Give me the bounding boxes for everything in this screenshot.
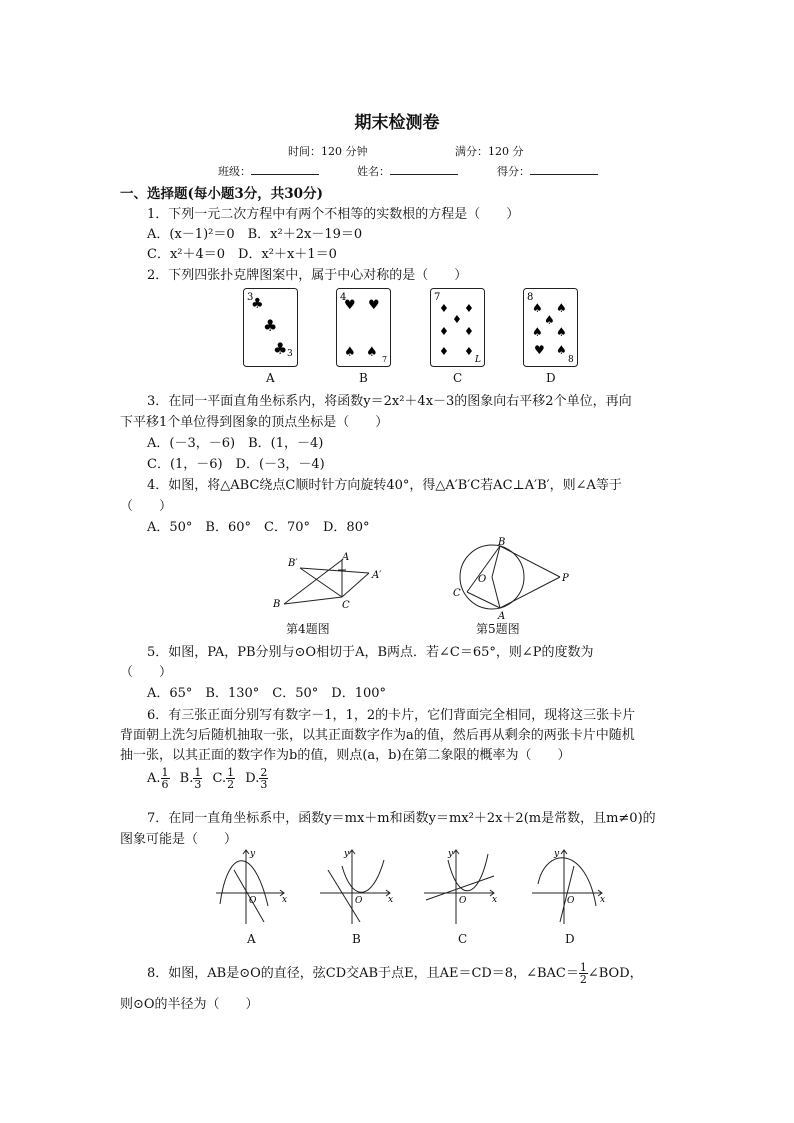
q5-options: A．65° B．130° C．50° D．100° <box>147 686 387 701</box>
card-d-spade: ♠ <box>556 343 567 357</box>
name-field <box>357 163 458 179</box>
q7-label-d: D <box>565 932 575 946</box>
q4-point-b-prime: B′ <box>288 558 298 569</box>
q7-c-y-axis: y <box>448 849 454 859</box>
card-d-spade: ♠ <box>544 313 555 327</box>
card-label-a: A <box>266 371 275 385</box>
card-c-diamond: ♦ <box>464 325 474 338</box>
q2-stem: 2．下列四张扑克牌图案中，属于中心对称的是（ ） <box>147 268 468 283</box>
q5-stem-line1: 5．如图，PA，PB分别与⊙O相切于A，B两点．若∠C＝65°，则∠P的度数为 <box>147 645 594 660</box>
q4-point-c: C <box>342 600 350 611</box>
time-limit: 时间：120 分钟 <box>288 145 368 158</box>
q6-stem-line1: 6．有三张正面分别写有数字－1，1，2的卡片，它们背面完全相同，现将这三张卡片 <box>147 708 636 723</box>
class-blank[interactable] <box>251 163 319 175</box>
q5-stem-line2: （ ） <box>120 665 173 680</box>
card-b <box>336 288 396 368</box>
class-field <box>218 163 319 179</box>
q7-a-x-axis: x <box>282 895 288 905</box>
q4-stem-line1: 4．如图，将△ABC绕点C顺时针方向旋转40°，得△A′B′C若AC⊥A′B′，则∠A等于 <box>147 478 622 493</box>
card-b-rank: 4 <box>340 292 347 303</box>
q6-option-a[interactable]: A. $\frac{1}{6}$ <box>147 766 169 791</box>
card-label-c: C <box>453 371 463 385</box>
card-b-heart: ♥ <box>368 298 380 313</box>
card-b-spade: ♠ <box>366 345 378 360</box>
card-a-club: ♣ <box>263 316 278 335</box>
name-label: 姓名： <box>357 165 390 178</box>
q3-stem-line2: 下平移1个单位得到图象的顶点坐标是（ ） <box>120 415 389 430</box>
card-a-rank: 3 <box>247 292 254 303</box>
q4-point-a: A <box>342 552 350 563</box>
q7-stem-line1: 7．在同一直角坐标系中，函数y＝mx＋m和函数y＝mx²＋2x＋2(m是常数，且m≠0)的 <box>147 811 656 826</box>
card-label-b: B <box>359 371 368 385</box>
card-c-diamond: ♦ <box>464 302 474 315</box>
q7-d-x-axis: x <box>600 895 606 905</box>
q1-stem: 1．下列一元二次方程中有两个不相等的实数根的方程是（ ） <box>147 207 520 222</box>
q6-option-b[interactable]: B. $\frac{1}{3}$ <box>179 766 202 791</box>
section-heading: 一、选择题(每小题3分，共30分) <box>120 186 323 202</box>
card-a-club: ♣ <box>251 296 264 312</box>
card-d-spade: ♠ <box>556 325 567 339</box>
q7-label-a: A <box>247 932 256 946</box>
card-d-rank: 8 <box>527 292 534 303</box>
q6-options <box>147 767 268 790</box>
card-d-spade: ♠ <box>532 325 543 339</box>
q4-stem-line2: （ ） <box>120 499 173 514</box>
q7-graph-a <box>212 846 292 926</box>
q7-graph-b <box>318 846 398 926</box>
q5-figure <box>450 535 580 622</box>
q7-a-y-axis: y <box>250 849 256 859</box>
card-c-diamond: ♦ <box>464 345 474 358</box>
score-blank[interactable] <box>530 163 598 175</box>
card-a <box>243 288 303 368</box>
card-d-spade: ♠ <box>556 301 567 315</box>
card-c-diamond: ♦ <box>439 325 449 338</box>
q5-point-a: A <box>498 611 506 622</box>
score-label: 得分： <box>497 165 530 178</box>
card-a-rank-corner: 3 <box>287 349 293 359</box>
q3-stem-line1: 3．在同一平面直角坐标系内，将函数y＝2x²＋4x－3的图象向右平移2个单位，再向 <box>147 394 632 409</box>
card-c-diamond: ♦ <box>439 302 449 315</box>
q6-stem-line2: 背面朝上洗匀后随机抽取一张，以其正面数字作为a的值，然后再从剩余的两张卡片中随机 <box>120 728 635 743</box>
q5-point-o: O <box>478 574 487 585</box>
q5-point-b: B <box>498 537 506 548</box>
q7-b-x-axis: x <box>388 895 394 905</box>
q4-figure-caption: 第4题图 <box>286 622 330 636</box>
card-b-rank-corner: 7 <box>382 355 388 364</box>
q3-options-ab: A．(－3，－6) B．(1，－4) <box>147 436 324 451</box>
card-d <box>523 288 583 368</box>
q7-b-y-axis: y <box>344 849 350 859</box>
q1-options-ab: A．(x－1)²＝0 B．x²＋2x－19＝0 <box>147 227 363 242</box>
q7-label-c: C <box>458 932 468 946</box>
card-d-heart: ♥ <box>534 343 545 357</box>
q7-graph-d <box>530 846 610 926</box>
q7-a-origin: O <box>249 896 257 906</box>
card-d-spade: ♠ <box>532 301 543 315</box>
q5-point-c: C <box>453 588 461 599</box>
card-b-heart: ♥ <box>344 298 356 313</box>
q4-point-b: B <box>273 599 281 610</box>
card-c-diamond: ♦ <box>439 345 449 358</box>
card-b-spade: ♠ <box>344 345 356 360</box>
q1-options-cd: C．x²＋4＝0 D．x²＋x＋1＝0 <box>147 247 337 262</box>
card-c-diamond: ♦ <box>452 313 462 326</box>
q5-point-p: P <box>562 573 569 584</box>
q3-options-cd: C．(1，－6) D．(－3，－4) <box>147 457 325 472</box>
q7-d-origin: O <box>567 896 575 906</box>
q7-b-origin: O <box>355 896 363 906</box>
name-blank[interactable] <box>390 163 458 175</box>
page-title: 期末检测卷 <box>354 113 440 133</box>
q7-d-y-axis: y <box>554 849 560 859</box>
q7-label-b: B <box>352 932 361 946</box>
q4-options: A．50° B．60° C．70° D．80° <box>147 520 370 535</box>
q7-c-origin: O <box>459 896 467 906</box>
card-label-d: D <box>546 371 556 385</box>
card-a-club: ♣ <box>273 339 288 358</box>
q4-point-a-prime: A′ <box>372 570 382 581</box>
card-c <box>430 288 490 368</box>
q6-option-d[interactable]: D. $\frac{2}{3}$ <box>245 766 268 791</box>
score-field <box>497 163 598 179</box>
class-label: 班级： <box>218 165 251 178</box>
q4-figure <box>272 550 392 620</box>
full-score: 满分：120 分 <box>455 145 524 158</box>
q6-stem-line3: 抽一张，以其正面的数字作为b的值，则点(a，b)在第二象限的概率为（ ） <box>120 748 571 763</box>
q6-option-c[interactable]: C. $\frac{1}{2}$ <box>212 766 235 791</box>
card-c-rank-corner: L <box>475 355 481 365</box>
q7-graph-c <box>422 846 502 926</box>
q7-stem-line2: 图象可能是（ ） <box>120 832 238 847</box>
q8-fraction: $\frac{1}{2}$ <box>579 961 587 986</box>
q8-stem-line2: 则⊙O的半径为（ ） <box>120 997 259 1012</box>
q7-c-x-axis: x <box>492 895 498 905</box>
card-d-rank-corner: 8 <box>568 355 574 365</box>
q5-figure-caption: 第5题图 <box>476 622 520 636</box>
q8-stem-line1: 8．如图，AB是⊙O的直径，弦CD交AB于点E，且AE＝CD＝8，∠BAC＝ $\frac{1}{2}$ ∠BOD， <box>147 961 643 986</box>
card-c-rank: 7 <box>434 292 441 303</box>
